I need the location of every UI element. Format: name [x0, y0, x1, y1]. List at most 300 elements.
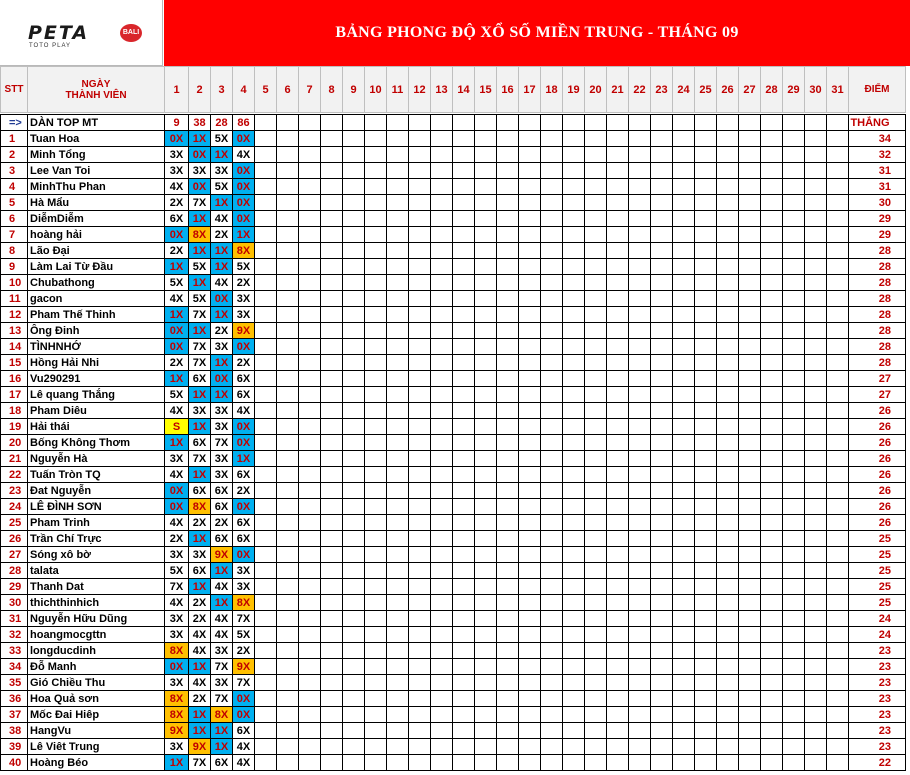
day-cell[interactable] [321, 387, 343, 403]
day-cell[interactable]: 5X [233, 627, 255, 643]
day-cell[interactable]: 6X [189, 371, 211, 387]
day-cell[interactable] [761, 259, 783, 275]
day-cell[interactable] [343, 275, 365, 291]
day-cell[interactable] [761, 339, 783, 355]
day-cell[interactable] [651, 323, 673, 339]
day-cell[interactable] [651, 307, 673, 323]
day-cell[interactable] [299, 451, 321, 467]
day-cell[interactable] [805, 179, 827, 195]
day-cell[interactable] [673, 435, 695, 451]
day-cell[interactable] [827, 275, 849, 291]
member-name[interactable]: Tuan Hoa [28, 131, 165, 147]
day-cell[interactable] [453, 739, 475, 755]
day-cell[interactable] [673, 499, 695, 515]
top-value-cell[interactable] [299, 115, 321, 131]
day-cell[interactable]: 1X [211, 595, 233, 611]
day-cell[interactable] [783, 515, 805, 531]
day-cell[interactable] [739, 499, 761, 515]
day-cell[interactable]: 0X [165, 323, 189, 339]
day-cell[interactable] [717, 323, 739, 339]
day-cell[interactable] [541, 195, 563, 211]
day-cell[interactable] [277, 515, 299, 531]
day-cell[interactable] [343, 723, 365, 739]
day-cell[interactable] [805, 371, 827, 387]
day-cell[interactable] [585, 611, 607, 627]
day-cell[interactable] [563, 291, 585, 307]
day-cell[interactable] [805, 611, 827, 627]
day-cell[interactable] [519, 659, 541, 675]
day-cell[interactable] [475, 147, 497, 163]
member-name[interactable]: Mốc Đai Hiêp [28, 707, 165, 723]
day-cell[interactable] [519, 739, 541, 755]
day-cell[interactable] [541, 339, 563, 355]
day-cell[interactable] [629, 307, 651, 323]
day-cell[interactable] [321, 371, 343, 387]
day-cell[interactable] [365, 419, 387, 435]
day-cell[interactable] [475, 307, 497, 323]
day-cell[interactable] [827, 243, 849, 259]
day-cell[interactable] [365, 147, 387, 163]
day-cell[interactable] [409, 467, 431, 483]
day-cell[interactable] [673, 195, 695, 211]
top-value-cell[interactable] [607, 115, 629, 131]
day-cell[interactable] [475, 211, 497, 227]
day-cell[interactable] [475, 531, 497, 547]
day-cell[interactable] [717, 451, 739, 467]
day-cell[interactable] [761, 723, 783, 739]
day-cell[interactable] [321, 259, 343, 275]
day-cell[interactable]: 9X [165, 723, 189, 739]
day-cell[interactable] [695, 371, 717, 387]
day-cell[interactable] [541, 499, 563, 515]
day-cell[interactable] [387, 675, 409, 691]
day-cell[interactable] [299, 579, 321, 595]
day-cell[interactable]: 2X [189, 691, 211, 707]
day-cell[interactable] [453, 419, 475, 435]
day-cell[interactable]: 1X [165, 307, 189, 323]
day-cell[interactable] [387, 419, 409, 435]
day-cell[interactable] [651, 435, 673, 451]
day-cell[interactable] [629, 611, 651, 627]
day-cell[interactable] [475, 563, 497, 579]
day-cell[interactable] [717, 739, 739, 755]
day-cell[interactable] [277, 419, 299, 435]
day-cell[interactable] [409, 307, 431, 323]
day-cell[interactable] [255, 371, 277, 387]
day-cell[interactable] [673, 243, 695, 259]
day-cell[interactable] [827, 515, 849, 531]
day-cell[interactable] [651, 611, 673, 627]
day-cell[interactable] [409, 483, 431, 499]
day-cell[interactable]: 3X [211, 451, 233, 467]
day-cell[interactable] [431, 227, 453, 243]
day-cell[interactable]: 4X [165, 515, 189, 531]
day-cell[interactable] [365, 579, 387, 595]
day-cell[interactable] [475, 339, 497, 355]
day-cell[interactable]: 0X [233, 435, 255, 451]
day-cell[interactable] [387, 499, 409, 515]
day-cell[interactable] [739, 275, 761, 291]
member-name[interactable]: Nguyễn Hữu Dũng [28, 611, 165, 627]
day-cell[interactable] [321, 291, 343, 307]
day-cell[interactable] [409, 675, 431, 691]
day-cell[interactable] [761, 515, 783, 531]
day-cell[interactable]: 1X [211, 563, 233, 579]
day-cell[interactable] [739, 163, 761, 179]
day-cell[interactable] [827, 291, 849, 307]
day-cell[interactable] [277, 563, 299, 579]
day-cell[interactable] [277, 643, 299, 659]
member-name[interactable]: Vu290291 [28, 371, 165, 387]
day-cell[interactable] [541, 755, 563, 771]
day-cell[interactable] [607, 211, 629, 227]
top-value-cell[interactable] [541, 115, 563, 131]
day-cell[interactable] [365, 755, 387, 771]
day-cell[interactable] [563, 243, 585, 259]
day-cell[interactable] [695, 179, 717, 195]
day-cell[interactable] [343, 643, 365, 659]
day-cell[interactable] [277, 307, 299, 323]
day-cell[interactable] [673, 515, 695, 531]
day-cell[interactable] [717, 339, 739, 355]
day-cell[interactable] [343, 595, 365, 611]
top-value-cell[interactable] [651, 115, 673, 131]
day-cell[interactable] [475, 179, 497, 195]
day-cell[interactable] [541, 563, 563, 579]
day-cell[interactable] [255, 195, 277, 211]
member-name[interactable]: gacon [28, 291, 165, 307]
day-cell[interactable] [255, 339, 277, 355]
day-cell[interactable] [541, 355, 563, 371]
day-cell[interactable] [651, 291, 673, 307]
day-cell[interactable] [475, 227, 497, 243]
day-cell[interactable] [431, 307, 453, 323]
day-cell[interactable] [563, 483, 585, 499]
day-cell[interactable] [651, 355, 673, 371]
day-cell[interactable] [739, 467, 761, 483]
day-cell[interactable] [563, 211, 585, 227]
top-value-cell[interactable] [761, 115, 783, 131]
day-cell[interactable]: 0X [165, 227, 189, 243]
day-cell[interactable] [365, 195, 387, 211]
day-cell[interactable] [607, 707, 629, 723]
day-cell[interactable] [585, 547, 607, 563]
day-cell[interactable] [497, 611, 519, 627]
day-cell[interactable] [607, 339, 629, 355]
day-cell[interactable] [453, 339, 475, 355]
day-cell[interactable] [673, 483, 695, 499]
day-cell[interactable] [365, 691, 387, 707]
day-cell[interactable] [387, 547, 409, 563]
day-cell[interactable] [299, 467, 321, 483]
day-cell[interactable] [255, 387, 277, 403]
day-cell[interactable] [761, 675, 783, 691]
day-cell[interactable]: 2X [233, 643, 255, 659]
day-cell[interactable] [629, 739, 651, 755]
day-cell[interactable] [629, 339, 651, 355]
day-cell[interactable] [673, 707, 695, 723]
day-cell[interactable] [277, 611, 299, 627]
day-cell[interactable] [299, 483, 321, 499]
day-cell[interactable] [739, 451, 761, 467]
day-cell[interactable] [563, 691, 585, 707]
day-cell[interactable]: 3X [165, 547, 189, 563]
day-cell[interactable]: 1X [189, 659, 211, 675]
day-cell[interactable] [299, 419, 321, 435]
day-cell[interactable] [321, 275, 343, 291]
day-cell[interactable]: 2X [165, 195, 189, 211]
day-cell[interactable] [475, 643, 497, 659]
day-cell[interactable]: 1X [189, 131, 211, 147]
day-cell[interactable] [453, 211, 475, 227]
day-cell[interactable] [519, 483, 541, 499]
day-cell[interactable] [739, 595, 761, 611]
day-cell[interactable] [475, 755, 497, 771]
day-cell[interactable] [343, 531, 365, 547]
day-cell[interactable] [805, 675, 827, 691]
day-cell[interactable] [409, 755, 431, 771]
day-cell[interactable] [321, 611, 343, 627]
day-cell[interactable] [519, 371, 541, 387]
day-cell[interactable] [277, 675, 299, 691]
day-cell[interactable] [299, 595, 321, 611]
day-cell[interactable] [365, 563, 387, 579]
day-cell[interactable]: 0X [233, 499, 255, 515]
day-cell[interactable] [629, 355, 651, 371]
day-cell[interactable] [827, 163, 849, 179]
day-cell[interactable]: 5X [165, 387, 189, 403]
day-cell[interactable] [431, 355, 453, 371]
day-cell[interactable] [255, 595, 277, 611]
day-cell[interactable] [541, 419, 563, 435]
day-cell[interactable] [387, 467, 409, 483]
day-cell[interactable]: 1X [211, 195, 233, 211]
day-cell[interactable] [343, 179, 365, 195]
day-cell[interactable] [409, 371, 431, 387]
day-cell[interactable] [541, 483, 563, 499]
top-value-cell[interactable] [717, 115, 739, 131]
day-cell[interactable] [563, 595, 585, 611]
day-cell[interactable] [255, 675, 277, 691]
day-cell[interactable] [277, 243, 299, 259]
day-cell[interactable] [783, 675, 805, 691]
day-cell[interactable] [761, 403, 783, 419]
day-cell[interactable] [541, 579, 563, 595]
day-cell[interactable]: 1X [211, 723, 233, 739]
day-cell[interactable] [827, 435, 849, 451]
day-cell[interactable] [717, 515, 739, 531]
day-cell[interactable] [783, 499, 805, 515]
day-cell[interactable] [651, 387, 673, 403]
member-name[interactable]: hoàng hải [28, 227, 165, 243]
day-cell[interactable] [277, 451, 299, 467]
day-cell[interactable] [255, 515, 277, 531]
day-cell[interactable] [409, 515, 431, 531]
day-cell[interactable] [409, 579, 431, 595]
day-cell[interactable] [563, 147, 585, 163]
day-cell[interactable] [365, 291, 387, 307]
day-cell[interactable] [563, 755, 585, 771]
day-cell[interactable] [255, 211, 277, 227]
day-cell[interactable] [431, 499, 453, 515]
day-cell[interactable] [607, 467, 629, 483]
day-cell[interactable] [409, 451, 431, 467]
day-cell[interactable] [629, 547, 651, 563]
day-cell[interactable] [673, 371, 695, 387]
day-cell[interactable] [519, 355, 541, 371]
day-cell[interactable] [519, 563, 541, 579]
day-cell[interactable]: 0X [233, 707, 255, 723]
day-cell[interactable] [761, 371, 783, 387]
day-cell[interactable]: 4X [233, 755, 255, 771]
day-cell[interactable] [387, 691, 409, 707]
day-cell[interactable] [739, 723, 761, 739]
day-cell[interactable] [409, 211, 431, 227]
day-cell[interactable] [651, 675, 673, 691]
day-cell[interactable] [651, 243, 673, 259]
day-cell[interactable] [431, 707, 453, 723]
day-cell[interactable] [563, 659, 585, 675]
day-cell[interactable] [299, 387, 321, 403]
day-cell[interactable] [827, 611, 849, 627]
day-cell[interactable] [563, 355, 585, 371]
day-cell[interactable] [519, 451, 541, 467]
day-cell[interactable] [739, 691, 761, 707]
day-cell[interactable] [651, 755, 673, 771]
day-cell[interactable]: 0X [189, 147, 211, 163]
day-cell[interactable] [497, 211, 519, 227]
member-name[interactable]: thichthinhich [28, 595, 165, 611]
day-cell[interactable] [673, 339, 695, 355]
day-cell[interactable] [541, 243, 563, 259]
day-cell[interactable]: 3X [165, 163, 189, 179]
day-cell[interactable] [761, 563, 783, 579]
day-cell[interactable] [497, 275, 519, 291]
day-cell[interactable] [585, 435, 607, 451]
day-cell[interactable] [519, 163, 541, 179]
day-cell[interactable] [541, 163, 563, 179]
day-cell[interactable] [673, 531, 695, 547]
day-cell[interactable]: 6X [165, 211, 189, 227]
day-cell[interactable] [717, 723, 739, 739]
day-cell[interactable] [607, 307, 629, 323]
day-cell[interactable] [475, 707, 497, 723]
day-cell[interactable] [365, 675, 387, 691]
day-cell[interactable] [563, 227, 585, 243]
day-cell[interactable] [343, 403, 365, 419]
day-cell[interactable] [783, 691, 805, 707]
day-cell[interactable] [409, 147, 431, 163]
day-cell[interactable] [563, 195, 585, 211]
day-cell[interactable] [827, 579, 849, 595]
day-cell[interactable] [343, 355, 365, 371]
day-cell[interactable] [409, 611, 431, 627]
day-cell[interactable]: 6X [211, 499, 233, 515]
day-cell[interactable] [695, 419, 717, 435]
day-cell[interactable] [299, 675, 321, 691]
day-cell[interactable] [541, 595, 563, 611]
day-cell[interactable] [607, 579, 629, 595]
day-cell[interactable] [673, 675, 695, 691]
day-cell[interactable] [761, 739, 783, 755]
day-cell[interactable] [277, 211, 299, 227]
day-cell[interactable] [299, 275, 321, 291]
day-cell[interactable] [739, 195, 761, 211]
day-cell[interactable] [717, 627, 739, 643]
day-cell[interactable] [585, 355, 607, 371]
day-cell[interactable] [673, 547, 695, 563]
day-cell[interactable] [453, 147, 475, 163]
day-cell[interactable] [827, 419, 849, 435]
day-cell[interactable] [453, 291, 475, 307]
day-cell[interactable] [255, 547, 277, 563]
day-cell[interactable] [717, 675, 739, 691]
day-cell[interactable] [431, 195, 453, 211]
day-cell[interactable] [585, 579, 607, 595]
day-cell[interactable] [739, 611, 761, 627]
day-cell[interactable] [563, 739, 585, 755]
day-cell[interactable] [717, 403, 739, 419]
day-cell[interactable]: 1X [211, 147, 233, 163]
day-cell[interactable] [277, 435, 299, 451]
member-name[interactable]: Trần Chí Trực [28, 531, 165, 547]
day-cell[interactable]: 3X [233, 579, 255, 595]
day-cell[interactable] [827, 339, 849, 355]
day-cell[interactable]: 4X [233, 147, 255, 163]
day-cell[interactable] [761, 147, 783, 163]
day-cell[interactable]: 3X [165, 627, 189, 643]
day-cell[interactable] [629, 259, 651, 275]
day-cell[interactable] [431, 371, 453, 387]
day-cell[interactable] [409, 627, 431, 643]
day-cell[interactable]: 4X [189, 675, 211, 691]
day-cell[interactable] [541, 451, 563, 467]
day-cell[interactable]: 3X [211, 675, 233, 691]
member-name[interactable]: Hoàng Béo [28, 755, 165, 771]
day-cell[interactable] [497, 387, 519, 403]
day-cell[interactable] [783, 387, 805, 403]
day-cell[interactable] [409, 547, 431, 563]
day-cell[interactable] [783, 643, 805, 659]
day-cell[interactable] [453, 707, 475, 723]
day-cell[interactable] [695, 163, 717, 179]
day-cell[interactable] [321, 515, 343, 531]
day-cell[interactable] [409, 435, 431, 451]
day-cell[interactable] [805, 707, 827, 723]
day-cell[interactable] [761, 131, 783, 147]
day-cell[interactable] [475, 547, 497, 563]
day-cell[interactable] [805, 643, 827, 659]
day-cell[interactable] [321, 211, 343, 227]
day-cell[interactable] [409, 275, 431, 291]
day-cell[interactable] [343, 371, 365, 387]
day-cell[interactable] [387, 627, 409, 643]
day-cell[interactable] [651, 227, 673, 243]
day-cell[interactable] [255, 707, 277, 723]
day-cell[interactable] [321, 563, 343, 579]
day-cell[interactable]: 3X [211, 339, 233, 355]
day-cell[interactable] [475, 611, 497, 627]
top-value-cell[interactable] [783, 115, 805, 131]
day-cell[interactable] [321, 659, 343, 675]
day-cell[interactable]: 7X [211, 659, 233, 675]
day-cell[interactable] [343, 387, 365, 403]
day-cell[interactable] [541, 371, 563, 387]
day-cell[interactable] [717, 227, 739, 243]
day-cell[interactable] [629, 435, 651, 451]
day-cell[interactable] [299, 755, 321, 771]
day-cell[interactable]: 6X [233, 515, 255, 531]
